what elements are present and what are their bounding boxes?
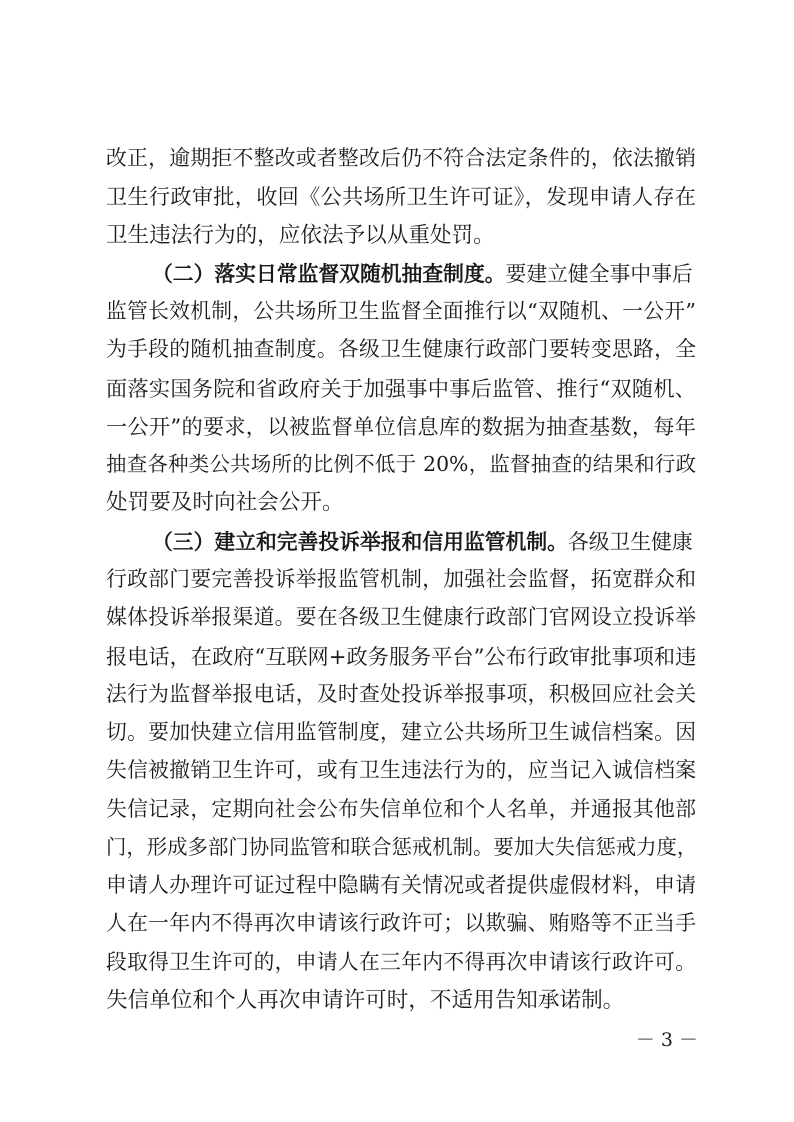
paragraph-3-line-7: 失信被撤销卫生许可，或有卫生违法行为的，应当记入诚信档案 — [106, 758, 696, 783]
paragraph-2-line-6: 抽查各种类公共场所的比例不低于 20%，监督抽查的结果和行政 — [106, 452, 696, 477]
section-heading-3: （三）建立和完善投诉举报和信用监管机制。 — [152, 528, 568, 554]
paragraph-3-line-12: 段取得卫生许可的，申请人在三年内不得再次申请该行政许可。 — [106, 949, 696, 974]
paragraph-3-line-1-text: 各级卫生健康 — [567, 529, 693, 554]
paragraph-2-line-2: 监管长效机制，公共场所卫生监督全面推行以“双随机、一公开” — [106, 299, 696, 324]
paragraph-2-line-4: 面落实国务院和省政府关于加强事中事后监管、推行“双随机、 — [106, 375, 696, 401]
paragraph-2-line-1-text: 要建立健全事中事后 — [505, 261, 693, 286]
paragraph-3-line-6: 切。要加快建立信用监管制度，建立公共场所卫生诚信档案。因 — [106, 720, 696, 745]
paragraph-2-line-7: 处罚要及时向社会公开。 — [106, 490, 344, 516]
paragraph-3-line-13: 失信单位和个人再次申请许可时，不适用告知承诺制。 — [106, 988, 625, 1013]
paragraph-3-line-8: 失信记录，定期向社会公布失信单位和个人名单，并通报其他部 — [106, 796, 696, 821]
paragraph-1-line-2: 卫生行政审批，收回《公共场所卫生许可证》，发现申请人存在 — [106, 184, 696, 210]
paragraph-3-line-4: 报电话，在政府“互联网+政务服务平台”公布行政审批事项和违 — [106, 643, 697, 669]
paragraph-3-line-1 — [152, 526, 696, 558]
paragraph-3-line-9: 门，形成多部门协同监管和联合惩戒机制。要加大失信惩戒力度， — [106, 834, 698, 859]
paragraph-3-line-10: 申请人办理许可证过程中隐瞒有关情况或者提供虚假材料，申请 — [106, 873, 696, 898]
paragraph-3-line-2: 行政部门要完善投诉举报监管机制，加强社会监督，拓宽群众和 — [106, 567, 696, 591]
paragraph-1-line-3: 卫生违法行为的，应依法予以从重处罚。 — [106, 222, 495, 248]
paragraph-3-line-3: 媒体投诉举报渠道。要在各级卫生健康行政部门官网设立投诉举 — [106, 605, 696, 630]
paragraph-2-line-1 — [152, 258, 696, 290]
paragraph-2-line-3: 为手段的随机抽查制度。各级卫生健康行政部门要转变思路，全 — [106, 337, 696, 362]
page-number: － 3 － — [635, 1029, 698, 1051]
paragraph-3-line-5: 法行为监督举报电话，及时查处投诉举报事项，积极回应社会关 — [106, 681, 696, 706]
paragraph-1-line-1: 改正，逾期拒不整改或者整改后仍不符合法定条件的，依法撤销 — [106, 146, 696, 170]
paragraph-2-line-5: 一公开”的要求，以被监督单位信息库的数据为抽查基数，每年 — [106, 413, 696, 439]
section-heading-2: （二）落实日常监督双随机抽查制度。 — [152, 260, 506, 286]
paragraph-3-line-11: 人在一年内不得再次申请该行政许可；以欺骗、贿赂等不正当手 — [106, 911, 696, 936]
